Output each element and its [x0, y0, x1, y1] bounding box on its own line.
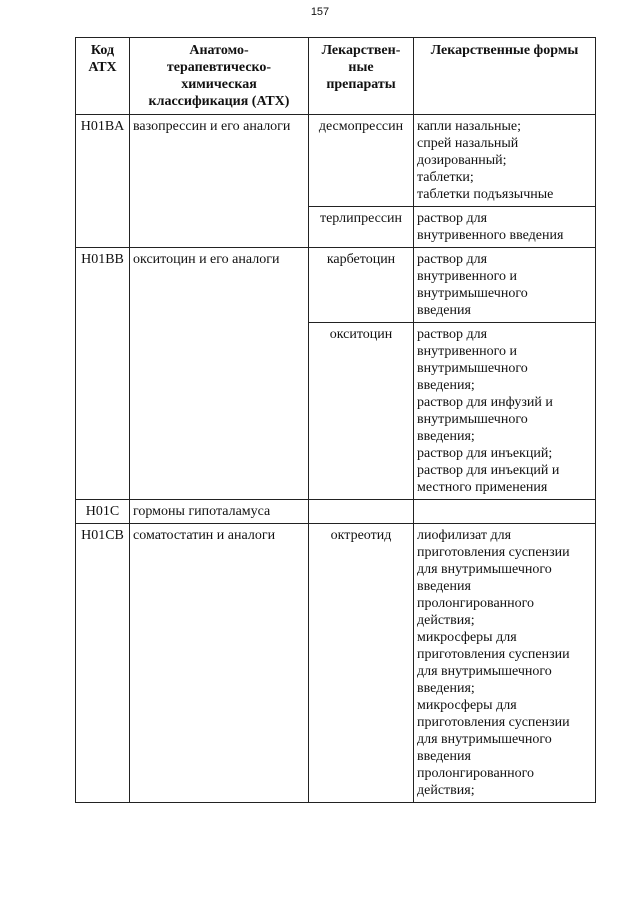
page-number: 157	[310, 6, 330, 18]
atx-code-cell: H01BA	[76, 115, 130, 248]
drug-forms-cell: раствор для внутривенного и внутримышечного введения; раствор для инфузий и внутримышечного введения; раствор для инъекций; раствор для инъекций и местного применения	[414, 323, 596, 500]
drug-name-cell: десмопрессин	[309, 115, 414, 207]
classification-cell: окситоцин и его аналоги	[130, 248, 309, 500]
table-row	[76, 524, 596, 803]
table-row	[76, 248, 596, 323]
classification-cell: гормоны гипоталамуса	[130, 500, 309, 524]
drug-name-cell	[309, 500, 414, 524]
drug-name-cell: окситоцин	[309, 323, 414, 500]
table-row	[76, 115, 596, 207]
drug-name-cell: терлипрессин	[309, 207, 414, 248]
atx-code-cell: H01C	[76, 500, 130, 524]
drug-forms-cell: лиофилизат для приготовления суспензии для внутримышечного введения пролонгированного действия; микросферы для приготовления суспензии для внутримышечного введения; микросферы для приготовления суспензии для внутримышечного введения пролонгированного действия;	[414, 524, 596, 803]
header-forms: Лекарственные формы	[414, 38, 596, 115]
drug-forms-cell: раствор для внутривенного и внутримышечного введения	[414, 248, 596, 323]
drug-forms-cell: раствор для внутривенного введения	[414, 207, 596, 248]
drug-forms-cell: капли назальные; спрей назальный дозированный; таблетки; таблетки подъязычные	[414, 115, 596, 207]
atx-table	[75, 37, 596, 803]
table-row	[76, 500, 596, 524]
drug-forms-cell	[414, 500, 596, 524]
atx-code-cell: H01CB	[76, 524, 130, 803]
drug-name-cell: октреотид	[309, 524, 414, 803]
drug-name-cell: карбетоцин	[309, 248, 414, 323]
atx-code-cell: H01BB	[76, 248, 130, 500]
header-classification: Анатомо- терапевтическо- химическая классификация (АТХ)	[130, 38, 309, 115]
classification-cell: соматостатин и аналоги	[130, 524, 309, 803]
classification-cell: вазопрессин и его аналоги	[130, 115, 309, 248]
table-header-row	[76, 38, 596, 115]
header-code: Код АТХ	[76, 38, 130, 115]
header-drugs: Лекарствен- ные препараты	[309, 38, 414, 115]
